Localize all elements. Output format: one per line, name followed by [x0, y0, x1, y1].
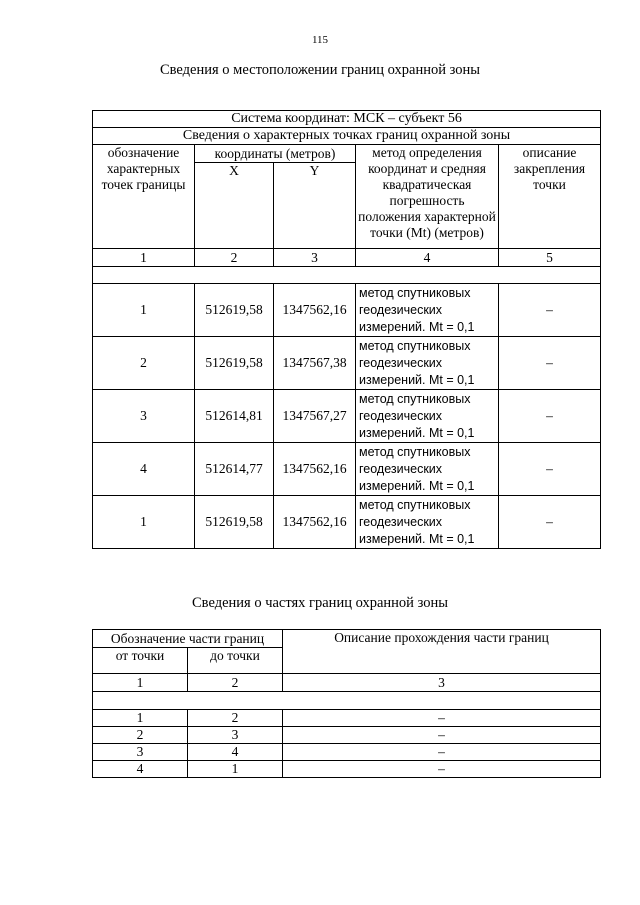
table-row: [93, 390, 601, 443]
coord-x: 512614,77: [195, 443, 274, 496]
boundary-parts-table: [92, 629, 601, 778]
header-part-designation: Обозначение части границ: [93, 630, 283, 648]
coord-x: 512619,58: [195, 496, 274, 549]
column-number: 1: [93, 674, 188, 692]
from-point: 3: [93, 744, 188, 761]
header-description: описание закрепления точки: [499, 145, 601, 249]
column-number: 5: [499, 249, 601, 267]
part-description: –: [283, 727, 601, 744]
header-y: Y: [274, 163, 356, 249]
coordinate-system-header: Система координат: МСК – субъект 56: [93, 111, 601, 128]
description-cell: –: [499, 496, 601, 549]
column-number: 2: [188, 674, 283, 692]
method-cell: метод спутниковых геодезических измерений. Mt = 0,1: [356, 284, 499, 337]
spacer-row: [93, 692, 601, 710]
spacer-row: [93, 267, 601, 284]
coord-y: 1347567,38: [274, 337, 356, 390]
to-point: 4: [188, 744, 283, 761]
table-row: [93, 727, 601, 744]
column-number: 3: [274, 249, 356, 267]
table-row: [93, 744, 601, 761]
point-id: 3: [93, 390, 195, 443]
description-cell: –: [499, 443, 601, 496]
coord-y: 1347562,16: [274, 443, 356, 496]
table-row: [93, 761, 601, 778]
point-id: 1: [93, 284, 195, 337]
point-id: 2: [93, 337, 195, 390]
description-cell: –: [499, 390, 601, 443]
part-description: –: [283, 744, 601, 761]
page-number: 115: [311, 34, 329, 46]
section-title-location: Сведения о местоположении границ охранной зоны: [159, 62, 480, 78]
header-point-designation: обозначение характерных точек границы: [93, 145, 195, 249]
part-description: –: [283, 710, 601, 727]
from-point: 4: [93, 761, 188, 778]
coord-x: 512614,81: [195, 390, 274, 443]
part-description: –: [283, 761, 601, 778]
header-to-point: до точки: [188, 648, 283, 674]
table-row: [93, 337, 601, 390]
header-method: метод определения координат и средняя квадратическая погрешность положения характерной точки (Mt) (метров): [356, 145, 499, 249]
column-number: 1: [93, 249, 195, 267]
coord-x: 512619,58: [195, 337, 274, 390]
method-cell: метод спутниковых геодезических измерений. Mt = 0,1: [356, 390, 499, 443]
table-row: [93, 443, 601, 496]
table-row: [93, 284, 601, 337]
table-row: [93, 710, 601, 727]
point-id: 4: [93, 443, 195, 496]
coord-y: 1347562,16: [274, 284, 356, 337]
description-cell: –: [499, 284, 601, 337]
to-point: 2: [188, 710, 283, 727]
method-cell: метод спутниковых геодезических измерений. Mt = 0,1: [356, 496, 499, 549]
column-number: 3: [283, 674, 601, 692]
point-id: 1: [93, 496, 195, 549]
header-from-point: от точки: [93, 648, 188, 674]
header-part-description: Описание прохождения части границ: [283, 630, 601, 674]
table-row: [93, 496, 601, 549]
coord-x: 512619,58: [195, 284, 274, 337]
header-coordinates: координаты (метров): [195, 145, 356, 163]
points-subheader: Сведения о характерных точках границ охранной зоны: [93, 128, 601, 145]
method-cell: метод спутниковых геодезических измерений. Mt = 0,1: [356, 443, 499, 496]
section-title-parts: Сведения о частях границ охранной зоны: [192, 595, 448, 611]
column-number: 4: [356, 249, 499, 267]
description-cell: –: [499, 337, 601, 390]
boundary-points-table: [92, 110, 601, 549]
column-number: 2: [195, 249, 274, 267]
coord-y: 1347562,16: [274, 496, 356, 549]
to-point: 3: [188, 727, 283, 744]
method-cell: метод спутниковых геодезических измерений. Mt = 0,1: [356, 337, 499, 390]
to-point: 1: [188, 761, 283, 778]
from-point: 1: [93, 710, 188, 727]
coord-y: 1347567,27: [274, 390, 356, 443]
from-point: 2: [93, 727, 188, 744]
header-x: X: [195, 163, 274, 249]
